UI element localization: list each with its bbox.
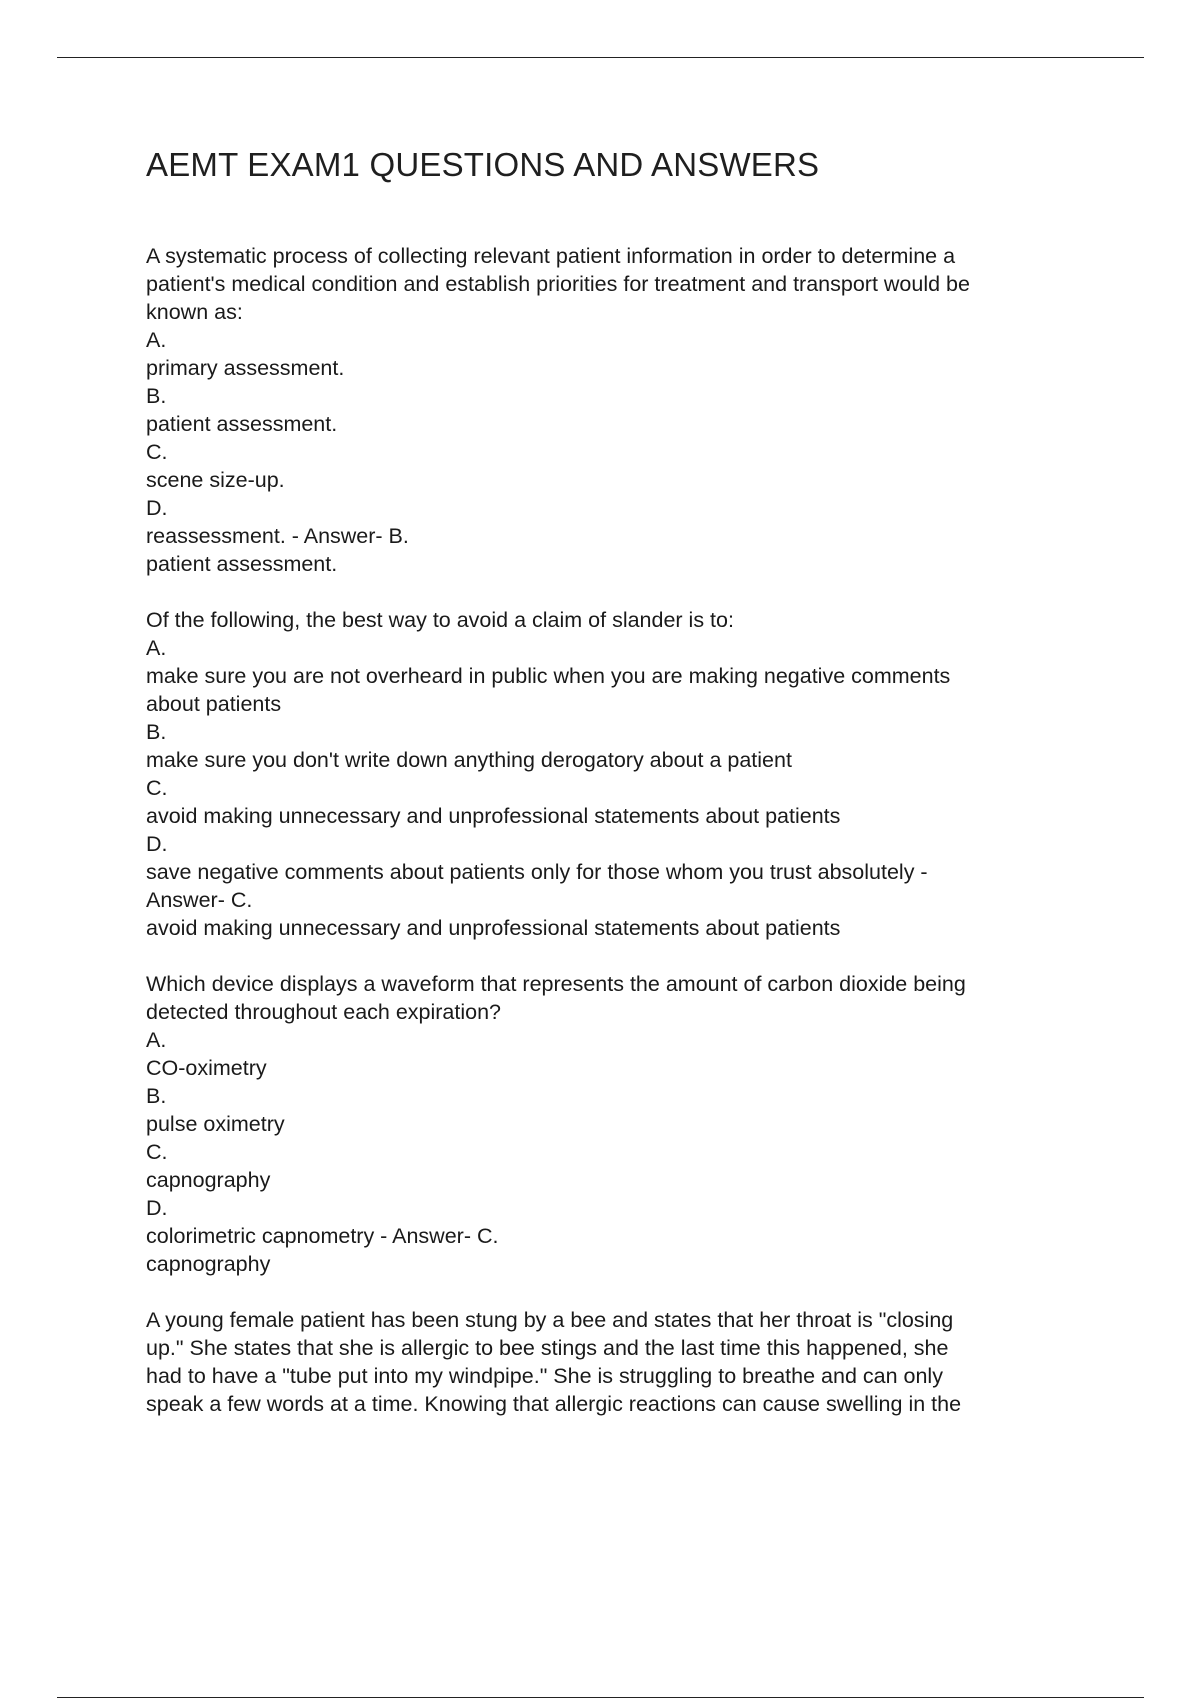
bottom-rule: [57, 1697, 1144, 1698]
question-line: capnography: [146, 1252, 271, 1276]
question-line: avoid making unnecessary and unprofessional statements about patients: [146, 804, 841, 828]
question-line: avoid making unnecessary and unprofessional statements about patients: [146, 916, 841, 940]
question-line: A young female patient has been stung by a bee and states that her throat is "closing: [146, 1308, 954, 1332]
question-block: [146, 1306, 1086, 1418]
question-line: patient assessment.: [146, 412, 338, 436]
question-line: D.: [146, 832, 168, 856]
question-block: [146, 606, 1086, 942]
question-list: [146, 242, 1086, 1418]
question-block: [146, 970, 1086, 1278]
question-line: C.: [146, 440, 168, 464]
question-line: about patients: [146, 692, 282, 716]
question-line: patient assessment.: [146, 552, 338, 576]
question-line: speak a few words at a time. Knowing that allergic reactions can cause swelling in the: [146, 1392, 962, 1416]
question-line: B.: [146, 1084, 167, 1108]
question-line: D.: [146, 1196, 168, 1220]
question-line: A.: [146, 636, 167, 660]
question-line: make sure you don't write down anything derogatory about a patient: [146, 748, 792, 772]
question-line: patient's medical condition and establish priorities for treatment and transport would be: [146, 272, 970, 296]
question-line: primary assessment.: [146, 356, 345, 380]
question-line: known as:: [146, 300, 243, 324]
question-line: CO-oximetry: [146, 1056, 267, 1080]
question-line: D.: [146, 496, 168, 520]
question-line: had to have a "tube put into my windpipe." She is struggling to breathe and can only: [146, 1364, 943, 1388]
question-line: Which device displays a waveform that represents the amount of carbon dioxide being: [146, 972, 966, 996]
document-title: AEMT EXAM1 QUESTIONS AND ANSWERS: [146, 146, 820, 183]
question-line: Of the following, the best way to avoid a claim of slander is to:: [146, 608, 734, 632]
question-line: A.: [146, 1028, 167, 1052]
question-line: Answer- C.: [146, 888, 253, 912]
question-line: save negative comments about patients only for those whom you trust absolutely -: [146, 860, 928, 884]
question-line: A.: [146, 328, 167, 352]
page-content: [146, 140, 1086, 1446]
question-line: pulse oximetry: [146, 1112, 285, 1136]
question-line: B.: [146, 720, 167, 744]
question-line: capnography: [146, 1168, 271, 1192]
question-line: make sure you are not overheard in public when you are making negative comments: [146, 664, 951, 688]
question-line: scene size-up.: [146, 468, 285, 492]
question-line: up." She states that she is allergic to bee stings and the last time this happened, she: [146, 1336, 949, 1360]
question-line: B.: [146, 384, 167, 408]
top-rule: [57, 57, 1144, 58]
question-line: C.: [146, 776, 168, 800]
question-line: C.: [146, 1140, 168, 1164]
question-line: detected throughout each expiration?: [146, 1000, 502, 1024]
question-line: A systematic process of collecting relevant patient information in order to determine a: [146, 244, 956, 268]
question-line: reassessment. - Answer- B.: [146, 524, 409, 548]
question-block: [146, 242, 1086, 578]
question-line: colorimetric capnometry - Answer- C.: [146, 1224, 499, 1248]
